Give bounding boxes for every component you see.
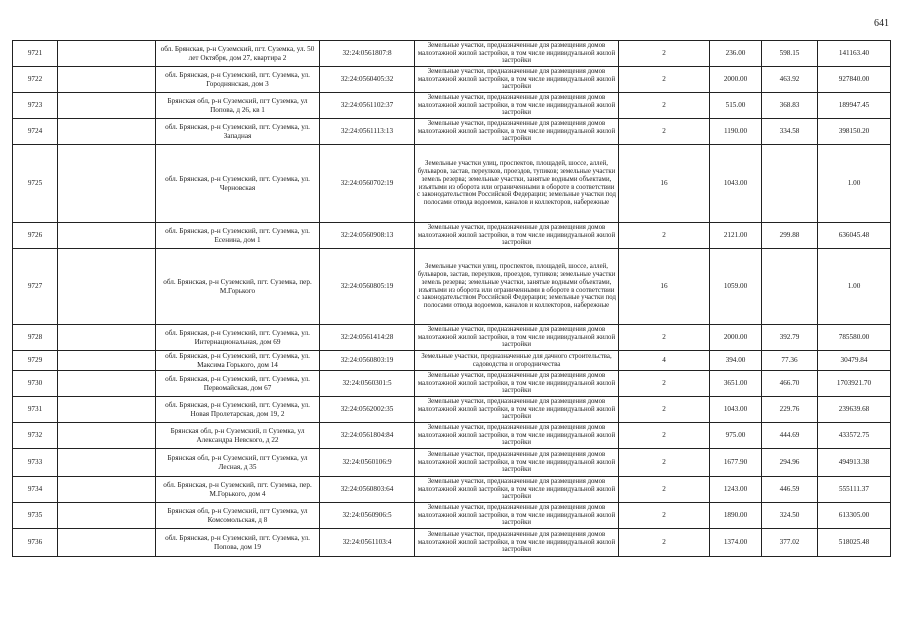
address-cell: обл. Брянская, р-н Суземский, пгт. Суземка, ул. Интернациональная, дом 69 <box>156 325 320 351</box>
group-code: 2 <box>619 93 710 119</box>
table-row <box>13 93 891 119</box>
specific-value-cell: 444.69 <box>762 423 818 449</box>
row-number: 9724 <box>13 119 58 145</box>
group-code: 2 <box>619 325 710 351</box>
group-code: 2 <box>619 119 710 145</box>
group-code: 2 <box>619 41 710 67</box>
empty-cell <box>58 93 156 119</box>
group-code: 16 <box>619 249 710 325</box>
area-cell: 1059.00 <box>710 249 762 325</box>
empty-cell <box>58 325 156 351</box>
cadastral-value-cell: 189947.45 <box>818 93 891 119</box>
cadastral-number: 32:24:0560301:5 <box>320 371 415 397</box>
empty-cell <box>58 351 156 371</box>
empty-cell <box>58 423 156 449</box>
cadastral-number: 32:24:0560702:19 <box>320 145 415 223</box>
cadastral-value-cell: 613305.00 <box>818 503 891 529</box>
page-number: 641 <box>874 18 889 29</box>
row-number: 9736 <box>13 529 58 557</box>
group-code: 2 <box>619 223 710 249</box>
cadastral-number: 32:24:0560106:9 <box>320 449 415 477</box>
land-use-cell: Земельные участки, предназначенные для размещения домов малоэтажной жилой застройки, в том числе индивидуальной жилой застройки <box>415 93 619 119</box>
table-row <box>13 145 891 223</box>
area-cell: 236.00 <box>710 41 762 67</box>
cadastral-number: 32:24:0560405:32 <box>320 67 415 93</box>
row-number: 9729 <box>13 351 58 371</box>
cadastral-number: 32:24:0560906:5 <box>320 503 415 529</box>
table-row <box>13 67 891 93</box>
address-cell: обл. Брянская, р-н Суземский, пгт. Суземка, пер. М.Горького, дом 4 <box>156 477 320 503</box>
address-cell: обл. Брянская, р-н Суземский, пгт. Суземка, ул. Новая Пролетарская, дом 19, 2 <box>156 397 320 423</box>
row-number: 9730 <box>13 371 58 397</box>
address-cell: обл. Брянская, р-н Суземский, пгт. Суземка, ул. Попова, дом 19 <box>156 529 320 557</box>
address-cell: обл. Брянская, р-н Суземский, пгт. Суземка, ул. Максима Горького, дом 14 <box>156 351 320 371</box>
cadastral-number: 32:24:0561102:37 <box>320 93 415 119</box>
cadastral-value-cell: 494913.38 <box>818 449 891 477</box>
land-use-cell: Земельные участки, предназначенные для размещения домов малоэтажной жилой застройки, в том числе индивидуальной жилой застройки <box>415 477 619 503</box>
land-use-cell: Земельные участки, предназначенные для дачного строительства, садоводства и огородничества <box>415 351 619 371</box>
land-use-cell: Земельные участки, предназначенные для размещения домов малоэтажной жилой застройки, в том числе индивидуальной жилой застройки <box>415 423 619 449</box>
table-row <box>13 325 891 351</box>
table-row <box>13 249 891 325</box>
cadastral-number: 32:24:0561103:4 <box>320 529 415 557</box>
row-number: 9725 <box>13 145 58 223</box>
specific-value-cell: 446.59 <box>762 477 818 503</box>
land-use-cell: Земельные участки, предназначенные для размещения домов малоэтажной жилой застройки, в том числе индивидуальной жилой застройки <box>415 119 619 145</box>
land-use-cell: Земельные участки, предназначенные для размещения домов малоэтажной жилой застройки, в том числе индивидуальной жилой застройки <box>415 503 619 529</box>
specific-value-cell: 294.96 <box>762 449 818 477</box>
address-cell: обл. Брянская, р-н Суземский, пгт. Суземка, ул. Первомайская, дом 67 <box>156 371 320 397</box>
cadastral-value-cell: 1.00 <box>818 249 891 325</box>
cadastral-value-cell: 433572.75 <box>818 423 891 449</box>
group-code: 4 <box>619 351 710 371</box>
specific-value-cell <box>762 249 818 325</box>
empty-cell <box>58 41 156 67</box>
address-cell: обл. Брянская, р-н Суземский, пгт. Суземка, ул. Городнянская, дом 3 <box>156 67 320 93</box>
empty-cell <box>58 529 156 557</box>
specific-value-cell: 598.15 <box>762 41 818 67</box>
cadastral-number: 32:24:0561804:84 <box>320 423 415 449</box>
table-row <box>13 223 891 249</box>
address-cell: Брянская обл, р-н Суземский, п Суземка, ул Александра Невского, д 22 <box>156 423 320 449</box>
land-use-cell: Земельные участки, предназначенные для размещения домов малоэтажной жилой застройки, в том числе индивидуальной жилой застройки <box>415 223 619 249</box>
specific-value-cell: 229.76 <box>762 397 818 423</box>
empty-cell <box>58 397 156 423</box>
empty-cell <box>58 449 156 477</box>
row-number: 9734 <box>13 477 58 503</box>
empty-cell <box>58 503 156 529</box>
land-use-cell: Земельные участки, предназначенные для размещения домов малоэтажной жилой застройки, в том числе индивидуальной жилой застройки <box>415 41 619 67</box>
row-number: 9735 <box>13 503 58 529</box>
cadastral-value-cell: 30479.84 <box>818 351 891 371</box>
area-cell: 1190.00 <box>710 119 762 145</box>
area-cell: 975.00 <box>710 423 762 449</box>
cadastral-number: 32:24:0560908:13 <box>320 223 415 249</box>
land-use-cell: Земельные участки улиц, проспектов, площадей, шоссе, аллей, бульваров, застав, переулков, проездов, тупиков; земельные участки земель резерва; земельные участки, занятые водными объектами, изъятыми из оборота или ограниченными в обороте в соответствии с законодательством Российской Федерации; земельные участки под полосами отвода водоемов, каналов и коллекторов, набережные <box>415 145 619 223</box>
row-number: 9722 <box>13 67 58 93</box>
land-use-cell: Земельные участки, предназначенные для размещения домов малоэтажной жилой застройки, в том числе индивидуальной жилой застройки <box>415 67 619 93</box>
land-use-cell: Земельные участки, предназначенные для размещения домов малоэтажной жилой застройки, в том числе индивидуальной жилой застройки <box>415 449 619 477</box>
area-cell: 515.00 <box>710 93 762 119</box>
specific-value-cell: 368.83 <box>762 93 818 119</box>
specific-value-cell: 334.58 <box>762 119 818 145</box>
table-row <box>13 371 891 397</box>
area-cell: 2121.00 <box>710 223 762 249</box>
cadastral-value-cell: 398150.20 <box>818 119 891 145</box>
specific-value-cell: 377.02 <box>762 529 818 557</box>
cadastral-value-cell: 927840.00 <box>818 67 891 93</box>
address-cell: обл. Брянская, р-н Суземский, пгт. Суземка, ул. Есенина, дом 1 <box>156 223 320 249</box>
cadastral-value-cell: 239639.68 <box>818 397 891 423</box>
cadastral-value-cell: 1703921.70 <box>818 371 891 397</box>
table-row <box>13 477 891 503</box>
area-cell: 1374.00 <box>710 529 762 557</box>
specific-value-cell: 324.50 <box>762 503 818 529</box>
cadastral-number: 32:24:0562002:35 <box>320 397 415 423</box>
cadastral-value-cell: 1.00 <box>818 145 891 223</box>
row-number: 9731 <box>13 397 58 423</box>
group-code: 2 <box>619 397 710 423</box>
row-number: 9721 <box>13 41 58 67</box>
row-number: 9728 <box>13 325 58 351</box>
empty-cell <box>58 119 156 145</box>
group-code: 2 <box>619 67 710 93</box>
table-row <box>13 397 891 423</box>
empty-cell <box>58 249 156 325</box>
specific-value-cell: 77.36 <box>762 351 818 371</box>
cadastral-number: 32:24:0560803:64 <box>320 477 415 503</box>
cadastral-number: 32:24:0561807:8 <box>320 41 415 67</box>
land-use-cell: Земельные участки улиц, проспектов, площадей, шоссе, аллей, бульваров, застав, переулков, проездов, тупиков; земельные участки земель резерва; земельные участки, занятые водными объектами, изъятыми из оборота или ограниченными в обороте в соответствии с законодательством Российской Федерации; земельные участки под полосами отвода водоемов, каналов и коллекторов, набережные <box>415 249 619 325</box>
address-cell: Брянская обл, р-н Суземский, пгт Суземка, ул Комсомольская, д 8 <box>156 503 320 529</box>
empty-cell <box>58 223 156 249</box>
table-row <box>13 449 891 477</box>
cadastral-value-cell: 518025.48 <box>818 529 891 557</box>
area-cell: 1043.00 <box>710 397 762 423</box>
empty-cell <box>58 67 156 93</box>
specific-value-cell: 463.92 <box>762 67 818 93</box>
group-code: 2 <box>619 449 710 477</box>
cadastral-value-cell: 636045.48 <box>818 223 891 249</box>
specific-value-cell: 466.70 <box>762 371 818 397</box>
empty-cell <box>58 145 156 223</box>
empty-cell <box>58 477 156 503</box>
cadastral-value-cell: 141163.40 <box>818 41 891 67</box>
cadastral-number: 32:24:0560803:19 <box>320 351 415 371</box>
group-code: 2 <box>619 371 710 397</box>
land-use-cell: Земельные участки, предназначенные для размещения домов малоэтажной жилой застройки, в том числе индивидуальной жилой застройки <box>415 325 619 351</box>
area-cell: 3651.00 <box>710 371 762 397</box>
row-number: 9732 <box>13 423 58 449</box>
group-code: 2 <box>619 477 710 503</box>
cadastral-value-cell: 555111.37 <box>818 477 891 503</box>
specific-value-cell: 392.79 <box>762 325 818 351</box>
table-row <box>13 351 891 371</box>
area-cell: 2000.00 <box>710 325 762 351</box>
row-number: 9733 <box>13 449 58 477</box>
specific-value-cell <box>762 145 818 223</box>
area-cell: 1243.00 <box>710 477 762 503</box>
land-use-cell: Земельные участки, предназначенные для размещения домов малоэтажной жилой застройки, в том числе индивидуальной жилой застройки <box>415 529 619 557</box>
address-cell: Брянская обл, р-н Суземский, пгт Суземка, ул Лесная, д 35 <box>156 449 320 477</box>
group-code: 2 <box>619 503 710 529</box>
specific-value-cell: 299.88 <box>762 223 818 249</box>
land-use-cell: Земельные участки, предназначенные для размещения домов малоэтажной жилой застройки, в том числе индивидуальной жилой застройки <box>415 397 619 423</box>
area-cell: 1043.00 <box>710 145 762 223</box>
cadastral-number: 32:24:0561414:28 <box>320 325 415 351</box>
address-cell: обл. Брянская, р-н Суземский, пгт. Суземка, ул. 50 лет Октября, дом 27, квартира 2 <box>156 41 320 67</box>
cadastral-number: 32:24:0561113:13 <box>320 119 415 145</box>
area-cell: 1677.90 <box>710 449 762 477</box>
cadastral-value-cell: 785580.00 <box>818 325 891 351</box>
group-code: 16 <box>619 145 710 223</box>
land-use-cell: Земельные участки, предназначенные для размещения домов малоэтажной жилой застройки, в том числе индивидуальной жилой застройки <box>415 371 619 397</box>
area-cell: 394.00 <box>710 351 762 371</box>
table-row <box>13 529 891 557</box>
group-code: 2 <box>619 529 710 557</box>
area-cell: 2000.00 <box>710 67 762 93</box>
cadastral-value-table <box>12 40 891 557</box>
row-number: 9726 <box>13 223 58 249</box>
table-row <box>13 119 891 145</box>
address-cell: обл. Брянская, р-н Суземский, пгт. Суземка, ул. Черновская <box>156 145 320 223</box>
empty-cell <box>58 371 156 397</box>
address-cell: обл. Брянская, р-н Суземский, пгт. Суземка, пер. М.Горького <box>156 249 320 325</box>
table-row <box>13 423 891 449</box>
area-cell: 1890.00 <box>710 503 762 529</box>
cadastral-number: 32:24:0560805:19 <box>320 249 415 325</box>
address-cell: обл. Брянская, р-н Суземский, пгт. Суземка, ул. Западная <box>156 119 320 145</box>
table-row <box>13 503 891 529</box>
group-code: 2 <box>619 423 710 449</box>
row-number: 9727 <box>13 249 58 325</box>
address-cell: Брянская обл, р-н Суземский, пгт Суземка, ул Попова, д 26, кв 1 <box>156 93 320 119</box>
row-number: 9723 <box>13 93 58 119</box>
table-row <box>13 41 891 67</box>
